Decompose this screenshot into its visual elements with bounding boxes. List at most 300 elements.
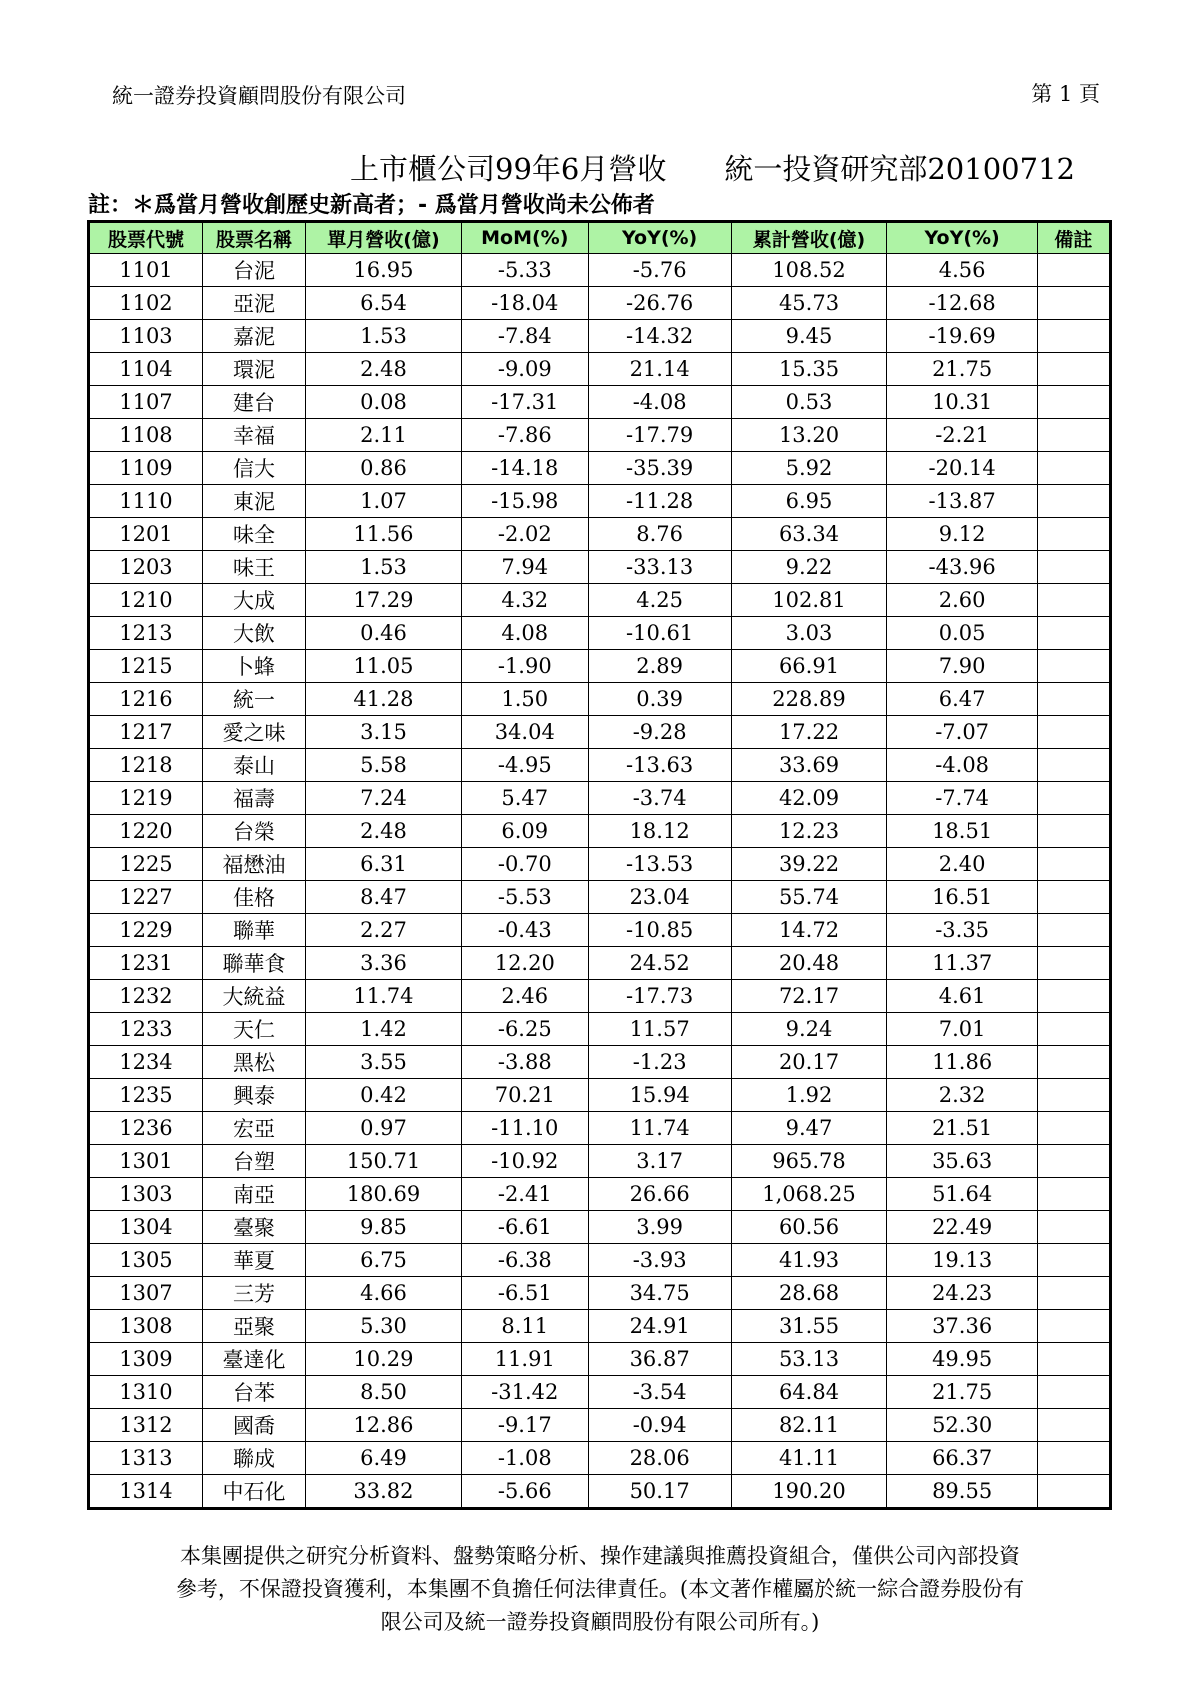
cell-cumulative-revenue: 12.23 (731, 815, 887, 848)
header-col-stock-code: 股票代號 (89, 222, 203, 254)
cell-yoy: -26.76 (588, 287, 731, 320)
cell-remark (1037, 716, 1110, 749)
table-row (89, 947, 1111, 980)
table-row (89, 386, 1111, 419)
cell-mom: 6.09 (461, 815, 588, 848)
cell-cumulative-revenue: 9.45 (731, 320, 887, 353)
title-sub: 統一投資研究部20100712 (724, 152, 1075, 186)
table-row (89, 980, 1111, 1013)
cell-cumulative-revenue: 108.52 (731, 254, 887, 287)
cell-remark (1037, 485, 1110, 518)
cell-mom: 11.91 (461, 1343, 588, 1376)
cell-stock-name: 亞聚 (202, 1310, 305, 1343)
cell-cumulative-revenue: 66.91 (731, 650, 887, 683)
cell-stock-name: 國喬 (202, 1409, 305, 1442)
cell-stock-code: 1109 (89, 452, 203, 485)
table-row (89, 518, 1111, 551)
cell-cumulative-yoy: -4.08 (887, 749, 1037, 782)
cell-stock-code: 1203 (89, 551, 203, 584)
cell-stock-code: 1305 (89, 1244, 203, 1277)
cell-remark (1037, 254, 1110, 287)
cell-yoy: -33.13 (588, 551, 731, 584)
cell-monthly-revenue: 6.31 (306, 848, 462, 881)
cell-yoy: 21.14 (588, 353, 731, 386)
cell-mom: -15.98 (461, 485, 588, 518)
table-row (89, 287, 1111, 320)
cell-cumulative-revenue: 41.11 (731, 1442, 887, 1475)
table-row (89, 1112, 1111, 1145)
cell-stock-code: 1217 (89, 716, 203, 749)
table-row (89, 1178, 1111, 1211)
cell-stock-code: 1310 (89, 1376, 203, 1409)
cell-mom: -9.17 (461, 1409, 588, 1442)
cell-monthly-revenue: 0.97 (306, 1112, 462, 1145)
table-row (89, 551, 1111, 584)
cell-mom: -5.33 (461, 254, 588, 287)
cell-stock-name: 台榮 (202, 815, 305, 848)
cell-mom: -17.31 (461, 386, 588, 419)
cell-stock-name: 大成 (202, 584, 305, 617)
cell-stock-code: 1307 (89, 1277, 203, 1310)
page-number: 第 1 頁 (1031, 82, 1100, 106)
cell-cumulative-yoy: -3.35 (887, 914, 1037, 947)
cell-cumulative-yoy: -20.14 (887, 452, 1037, 485)
cell-cumulative-yoy: -43.96 (887, 551, 1037, 584)
header-col-yoy: YoY(%) (588, 222, 731, 254)
cell-cumulative-yoy: 52.30 (887, 1409, 1037, 1442)
cell-mom: -6.51 (461, 1277, 588, 1310)
cell-monthly-revenue: 3.55 (306, 1046, 462, 1079)
table-row (89, 782, 1111, 815)
cell-stock-code: 1303 (89, 1178, 203, 1211)
cell-remark (1037, 353, 1110, 386)
cell-mom: -5.66 (461, 1475, 588, 1509)
cell-stock-name: 宏亞 (202, 1112, 305, 1145)
cell-stock-code: 1107 (89, 386, 203, 419)
cell-remark (1037, 1343, 1110, 1376)
disclaimer-line-1: 本集團提供之研究分析資料、盤勢策略分析、操作建議與推薦投資組合，僅供公司內部投資 (180, 1544, 1020, 1568)
cell-monthly-revenue: 0.42 (306, 1079, 462, 1112)
cell-mom: 7.94 (461, 551, 588, 584)
cell-cumulative-revenue: 20.48 (731, 947, 887, 980)
cell-remark (1037, 1475, 1110, 1509)
header-col-remark: 備註 (1037, 222, 1110, 254)
cell-stock-name: 南亞 (202, 1178, 305, 1211)
cell-stock-code: 1312 (89, 1409, 203, 1442)
cell-cumulative-yoy: 4.56 (887, 254, 1037, 287)
table-row (89, 1376, 1111, 1409)
cell-stock-name: 佳格 (202, 881, 305, 914)
cell-stock-code: 1216 (89, 683, 203, 716)
cell-cumulative-revenue: 31.55 (731, 1310, 887, 1343)
cell-cumulative-revenue: 28.68 (731, 1277, 887, 1310)
cell-monthly-revenue: 33.82 (306, 1475, 462, 1509)
cell-cumulative-revenue: 55.74 (731, 881, 887, 914)
cell-monthly-revenue: 2.48 (306, 815, 462, 848)
cell-cumulative-revenue: 41.93 (731, 1244, 887, 1277)
table-row (89, 848, 1111, 881)
cell-remark (1037, 1442, 1110, 1475)
cell-cumulative-yoy: 11.37 (887, 947, 1037, 980)
cell-stock-code: 1213 (89, 617, 203, 650)
cell-remark (1037, 419, 1110, 452)
cell-stock-code: 1233 (89, 1013, 203, 1046)
cell-cumulative-revenue: 5.92 (731, 452, 887, 485)
cell-yoy: 28.06 (588, 1442, 731, 1475)
cell-remark (1037, 1409, 1110, 1442)
cell-remark (1037, 518, 1110, 551)
cell-monthly-revenue: 6.75 (306, 1244, 462, 1277)
cell-stock-code: 1301 (89, 1145, 203, 1178)
cell-cumulative-revenue: 53.13 (731, 1343, 887, 1376)
table-row (89, 1046, 1111, 1079)
header-col-cumulative-yoy: YoY(%) (887, 222, 1037, 254)
cell-stock-name: 大統益 (202, 980, 305, 1013)
cell-cumulative-yoy: 21.51 (887, 1112, 1037, 1145)
cell-stock-name: 大飲 (202, 617, 305, 650)
cell-monthly-revenue: 2.27 (306, 914, 462, 947)
cell-stock-name: 華夏 (202, 1244, 305, 1277)
cell-cumulative-revenue: 6.95 (731, 485, 887, 518)
cell-cumulative-yoy: 6.47 (887, 683, 1037, 716)
cell-cumulative-revenue: 9.22 (731, 551, 887, 584)
cell-cumulative-revenue: 15.35 (731, 353, 887, 386)
cell-mom: -6.25 (461, 1013, 588, 1046)
table-row (89, 749, 1111, 782)
legend-note: 註：＊爲當月營收創歷史新高者；- 爲當月營收尚未公佈者 (88, 193, 655, 218)
cell-cumulative-revenue: 20.17 (731, 1046, 887, 1079)
cell-stock-name: 東泥 (202, 485, 305, 518)
cell-remark (1037, 848, 1110, 881)
cell-stock-name: 福懋油 (202, 848, 305, 881)
cell-remark (1037, 287, 1110, 320)
cell-remark (1037, 1112, 1110, 1145)
cell-stock-code: 1102 (89, 287, 203, 320)
cell-mom: 4.32 (461, 584, 588, 617)
cell-yoy: 18.12 (588, 815, 731, 848)
cell-cumulative-yoy: 37.36 (887, 1310, 1037, 1343)
cell-monthly-revenue: 5.30 (306, 1310, 462, 1343)
cell-cumulative-yoy: 11.86 (887, 1046, 1037, 1079)
cell-stock-name: 中石化 (202, 1475, 305, 1509)
cell-yoy: -14.32 (588, 320, 731, 353)
cell-yoy: 24.91 (588, 1310, 731, 1343)
cell-stock-name: 信大 (202, 452, 305, 485)
cell-cumulative-revenue: 64.84 (731, 1376, 887, 1409)
disclaimer (100, 1540, 1100, 1639)
cell-stock-name: 建台 (202, 386, 305, 419)
cell-yoy: -10.61 (588, 617, 731, 650)
cell-cumulative-revenue: 42.09 (731, 782, 887, 815)
cell-remark (1037, 386, 1110, 419)
cell-stock-code: 1101 (89, 254, 203, 287)
table-row (89, 1310, 1111, 1343)
cell-mom: 12.20 (461, 947, 588, 980)
cell-remark (1037, 1376, 1110, 1409)
cell-cumulative-yoy: 21.75 (887, 353, 1037, 386)
cell-mom: -18.04 (461, 287, 588, 320)
cell-monthly-revenue: 0.08 (306, 386, 462, 419)
cell-remark (1037, 452, 1110, 485)
cell-cumulative-yoy: -12.68 (887, 287, 1037, 320)
cell-stock-name: 統一 (202, 683, 305, 716)
cell-yoy: 24.52 (588, 947, 731, 980)
cell-yoy: -0.94 (588, 1409, 731, 1442)
cell-mom: -9.09 (461, 353, 588, 386)
cell-monthly-revenue: 10.29 (306, 1343, 462, 1376)
table-row (89, 914, 1111, 947)
cell-monthly-revenue: 1.42 (306, 1013, 462, 1046)
cell-stock-name: 聯華食 (202, 947, 305, 980)
table-row (89, 650, 1111, 683)
cell-monthly-revenue: 5.58 (306, 749, 462, 782)
cell-yoy: 15.94 (588, 1079, 731, 1112)
cell-monthly-revenue: 180.69 (306, 1178, 462, 1211)
company-name: 統一證券投資顧問股份有限公司 (112, 84, 406, 108)
cell-cumulative-revenue: 45.73 (731, 287, 887, 320)
cell-stock-code: 1220 (89, 815, 203, 848)
cell-mom: -10.92 (461, 1145, 588, 1178)
cell-remark (1037, 881, 1110, 914)
cell-stock-name: 味王 (202, 551, 305, 584)
cell-stock-name: 臺聚 (202, 1211, 305, 1244)
cell-mom: -11.10 (461, 1112, 588, 1145)
cell-mom: -5.53 (461, 881, 588, 914)
cell-cumulative-yoy: 18.51 (887, 815, 1037, 848)
cell-yoy: 2.89 (588, 650, 731, 683)
cell-remark (1037, 914, 1110, 947)
header-col-stock-name: 股票名稱 (202, 222, 305, 254)
cell-monthly-revenue: 1.53 (306, 320, 462, 353)
table-row (89, 584, 1111, 617)
table-row (89, 1475, 1111, 1509)
cell-remark (1037, 1079, 1110, 1112)
disclaimer-line-3: 限公司及統一證券投資顧問股份有限公司所有。) (380, 1610, 820, 1634)
cell-yoy: -11.28 (588, 485, 731, 518)
cell-cumulative-yoy: 19.13 (887, 1244, 1037, 1277)
table-row (89, 320, 1111, 353)
cell-stock-code: 1232 (89, 980, 203, 1013)
cell-mom: 8.11 (461, 1310, 588, 1343)
cell-mom: -4.95 (461, 749, 588, 782)
table-row (89, 353, 1111, 386)
cell-cumulative-revenue: 17.22 (731, 716, 887, 749)
cell-cumulative-yoy: 10.31 (887, 386, 1037, 419)
cell-cumulative-yoy: 35.63 (887, 1145, 1037, 1178)
cell-yoy: 50.17 (588, 1475, 731, 1509)
cell-remark (1037, 1013, 1110, 1046)
cell-cumulative-yoy: -2.21 (887, 419, 1037, 452)
cell-remark (1037, 650, 1110, 683)
table-row (89, 716, 1111, 749)
cell-remark (1037, 980, 1110, 1013)
cell-remark (1037, 1310, 1110, 1343)
cell-remark (1037, 782, 1110, 815)
cell-stock-name: 泰山 (202, 749, 305, 782)
cell-cumulative-yoy: 4.61 (887, 980, 1037, 1013)
cell-cumulative-revenue: 63.34 (731, 518, 887, 551)
cell-stock-name: 亞泥 (202, 287, 305, 320)
cell-cumulative-revenue: 965.78 (731, 1145, 887, 1178)
cell-mom: -7.84 (461, 320, 588, 353)
cell-mom: -7.86 (461, 419, 588, 452)
cell-yoy: -3.93 (588, 1244, 731, 1277)
table-row (89, 815, 1111, 848)
table-row (89, 1244, 1111, 1277)
cell-stock-name: 台苯 (202, 1376, 305, 1409)
cell-mom: -1.08 (461, 1442, 588, 1475)
cell-remark (1037, 947, 1110, 980)
cell-monthly-revenue: 0.86 (306, 452, 462, 485)
cell-cumulative-yoy: 51.64 (887, 1178, 1037, 1211)
cell-stock-name: 黑松 (202, 1046, 305, 1079)
cell-cumulative-yoy: 0.05 (887, 617, 1037, 650)
cell-stock-name: 興泰 (202, 1079, 305, 1112)
cell-monthly-revenue: 8.50 (306, 1376, 462, 1409)
cell-cumulative-yoy: 9.12 (887, 518, 1037, 551)
cell-yoy: -17.79 (588, 419, 731, 452)
cell-yoy: -4.08 (588, 386, 731, 419)
table-row (89, 485, 1111, 518)
cell-stock-code: 1215 (89, 650, 203, 683)
cell-remark (1037, 320, 1110, 353)
cell-yoy: 8.76 (588, 518, 731, 551)
cell-stock-name: 台塑 (202, 1145, 305, 1178)
cell-cumulative-yoy: 16.51 (887, 881, 1037, 914)
cell-monthly-revenue: 2.11 (306, 419, 462, 452)
cell-stock-name: 臺達化 (202, 1343, 305, 1376)
cell-cumulative-revenue: 228.89 (731, 683, 887, 716)
cell-mom: -0.70 (461, 848, 588, 881)
cell-stock-name: 聯成 (202, 1442, 305, 1475)
cell-stock-name: 卜蜂 (202, 650, 305, 683)
cell-mom: -2.41 (461, 1178, 588, 1211)
cell-mom: -3.88 (461, 1046, 588, 1079)
cell-yoy: 23.04 (588, 881, 731, 914)
cell-yoy: 11.57 (588, 1013, 731, 1046)
cell-monthly-revenue: 41.28 (306, 683, 462, 716)
cell-mom: 2.46 (461, 980, 588, 1013)
cell-cumulative-revenue: 0.53 (731, 386, 887, 419)
cell-stock-code: 1308 (89, 1310, 203, 1343)
cell-remark (1037, 551, 1110, 584)
table-row (89, 419, 1111, 452)
cell-cumulative-yoy: 66.37 (887, 1442, 1037, 1475)
cell-stock-name: 聯華 (202, 914, 305, 947)
cell-mom: -0.43 (461, 914, 588, 947)
cell-remark (1037, 1046, 1110, 1079)
cell-stock-name: 環泥 (202, 353, 305, 386)
cell-remark (1037, 815, 1110, 848)
cell-mom: 4.08 (461, 617, 588, 650)
cell-monthly-revenue: 1.53 (306, 551, 462, 584)
cell-stock-code: 1227 (89, 881, 203, 914)
cell-monthly-revenue: 3.36 (306, 947, 462, 980)
cell-stock-code: 1229 (89, 914, 203, 947)
cell-remark (1037, 1211, 1110, 1244)
table-row (89, 881, 1111, 914)
table-row (89, 617, 1111, 650)
cell-yoy: 26.66 (588, 1178, 731, 1211)
cell-yoy: -3.74 (588, 782, 731, 815)
cell-cumulative-revenue: 9.47 (731, 1112, 887, 1145)
cell-remark (1037, 683, 1110, 716)
cell-monthly-revenue: 8.47 (306, 881, 462, 914)
cell-stock-code: 1201 (89, 518, 203, 551)
cell-stock-name: 福壽 (202, 782, 305, 815)
cell-mom: -1.90 (461, 650, 588, 683)
cell-cumulative-revenue: 14.72 (731, 914, 887, 947)
cell-remark (1037, 1178, 1110, 1211)
cell-remark (1037, 1277, 1110, 1310)
header-col-cumulative-revenue: 累計營收(億) (731, 222, 887, 254)
cell-monthly-revenue: 11.74 (306, 980, 462, 1013)
cell-monthly-revenue: 9.85 (306, 1211, 462, 1244)
cell-remark (1037, 749, 1110, 782)
cell-cumulative-yoy: 7.01 (887, 1013, 1037, 1046)
cell-yoy: 36.87 (588, 1343, 731, 1376)
cell-cumulative-revenue: 9.24 (731, 1013, 887, 1046)
cell-yoy: -1.23 (588, 1046, 731, 1079)
cell-stock-name: 愛之味 (202, 716, 305, 749)
cell-monthly-revenue: 1.07 (306, 485, 462, 518)
cell-stock-code: 1108 (89, 419, 203, 452)
cell-cumulative-yoy: 89.55 (887, 1475, 1037, 1509)
table-row (89, 1079, 1111, 1112)
cell-cumulative-yoy: 2.60 (887, 584, 1037, 617)
cell-monthly-revenue: 150.71 (306, 1145, 462, 1178)
cell-stock-code: 1110 (89, 485, 203, 518)
table-row (89, 1343, 1111, 1376)
cell-yoy: -13.63 (588, 749, 731, 782)
cell-stock-code: 1314 (89, 1475, 203, 1509)
cell-stock-name: 嘉泥 (202, 320, 305, 353)
cell-monthly-revenue: 12.86 (306, 1409, 462, 1442)
cell-mom: -6.38 (461, 1244, 588, 1277)
cell-monthly-revenue: 2.48 (306, 353, 462, 386)
cell-cumulative-revenue: 102.81 (731, 584, 887, 617)
cell-mom: -14.18 (461, 452, 588, 485)
revenue-table (87, 220, 1112, 1510)
cell-stock-code: 1225 (89, 848, 203, 881)
cell-monthly-revenue: 4.66 (306, 1277, 462, 1310)
cell-cumulative-revenue: 190.20 (731, 1475, 887, 1509)
cell-yoy: -10.85 (588, 914, 731, 947)
cell-stock-code: 1218 (89, 749, 203, 782)
cell-mom: -2.02 (461, 518, 588, 551)
disclaimer-line-2: 參考，不保證投資獲利，本集團不負擔任何法律責任。(本文著作權屬於統一綜合證券股份有 (175, 1577, 1025, 1601)
cell-stock-code: 1313 (89, 1442, 203, 1475)
cell-stock-code: 1235 (89, 1079, 203, 1112)
cell-yoy: 3.17 (588, 1145, 731, 1178)
cell-stock-name: 天仁 (202, 1013, 305, 1046)
cell-cumulative-revenue: 60.56 (731, 1211, 887, 1244)
cell-cumulative-revenue: 1.92 (731, 1079, 887, 1112)
cell-monthly-revenue: 0.46 (306, 617, 462, 650)
cell-stock-code: 1104 (89, 353, 203, 386)
cell-yoy: -5.76 (588, 254, 731, 287)
table-row (89, 1409, 1111, 1442)
cell-remark (1037, 1145, 1110, 1178)
cell-monthly-revenue: 11.05 (306, 650, 462, 683)
cell-stock-code: 1304 (89, 1211, 203, 1244)
cell-mom: 34.04 (461, 716, 588, 749)
table-row (89, 1145, 1111, 1178)
table-row (89, 1013, 1111, 1046)
cell-stock-name: 味全 (202, 518, 305, 551)
cell-cumulative-revenue: 82.11 (731, 1409, 887, 1442)
cell-cumulative-yoy: -7.74 (887, 782, 1037, 815)
